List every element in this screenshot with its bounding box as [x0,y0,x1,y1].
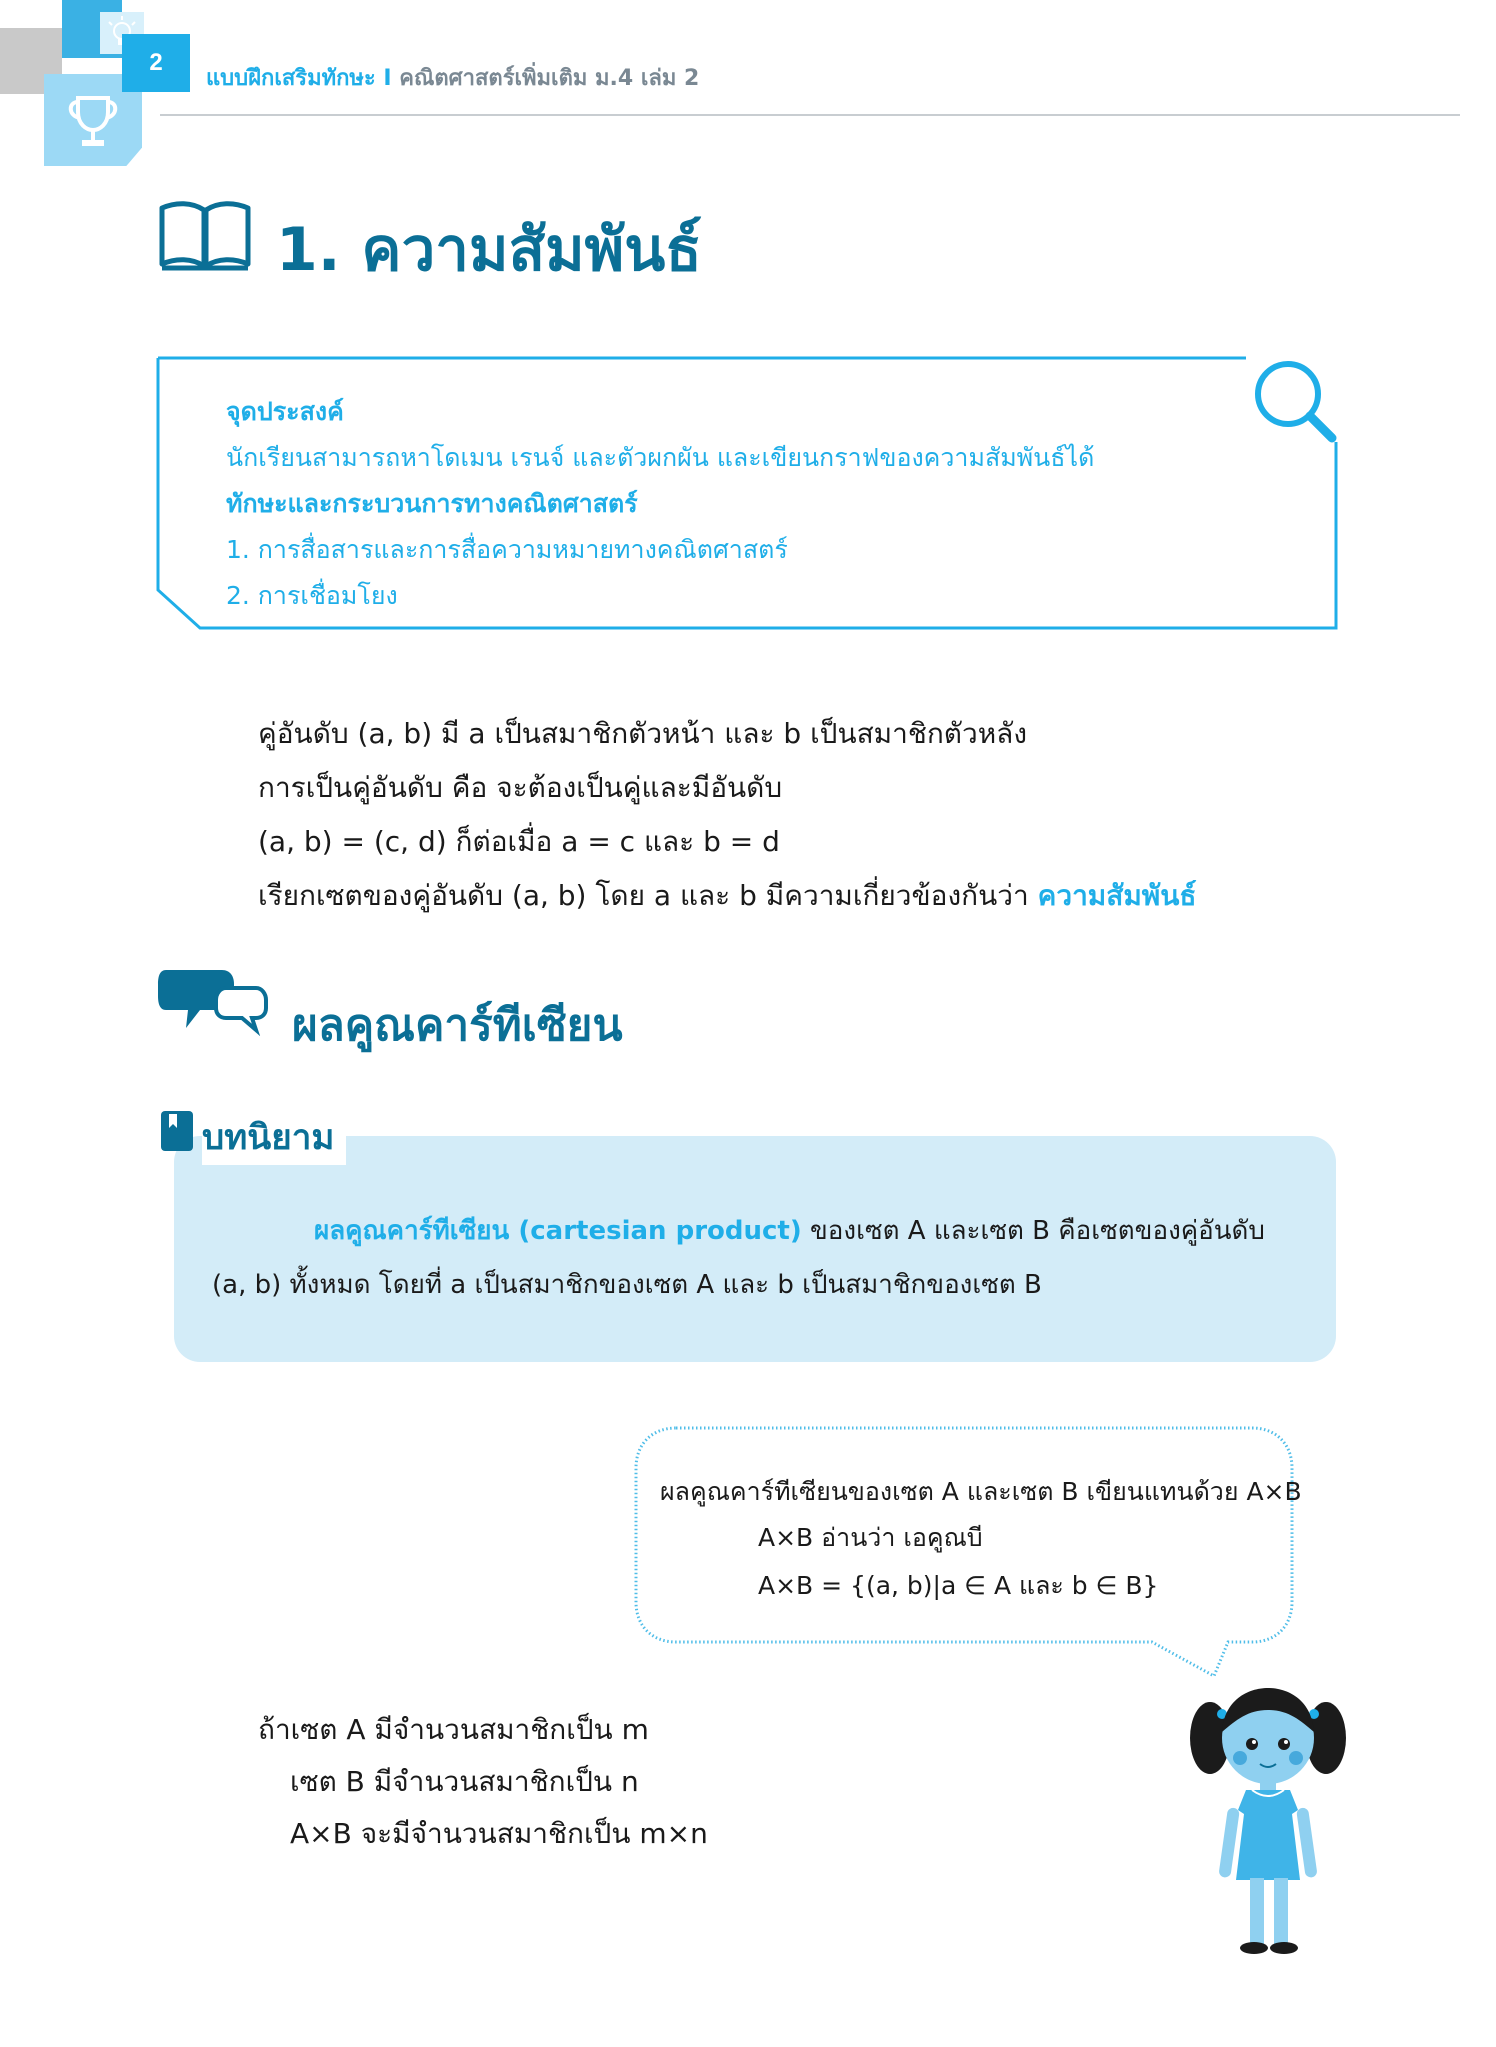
magnifier-icon [1250,356,1340,450]
bubble-line-1: ผลคูณคาร์ทีเซียนของเซต A และเซต B เขียนแทนด้วย A×B [660,1477,1302,1506]
purpose-heading: จุดประสงค์ [226,397,344,426]
relation-term: ความสัมพันธ์ [1037,879,1197,912]
running-header [206,60,699,95]
intro-line-1: คู่อันดับ (a, b) มี a เป็นสมาชิกตัวหน้า และ b เป็นสมาชิกตัวหลัง [258,717,1028,750]
book-title: คณิตศาสตร์เพิ่มเติม ม.4 เล่ม 2 [399,66,700,91]
header-separator: I [383,66,392,91]
chapter-title: 1. ความสัมพันธ์ [276,215,702,285]
bubble-line-2: A×B อ่านว่า เอคูณบี [758,1523,983,1552]
definition-line-1 [314,1210,1265,1251]
intro-line-4 [258,874,1196,918]
definition-line-1-rest: ของเซต A และเซต B คือเซตของคู่อันดับ [810,1216,1265,1246]
intro-line-3: (a, b) = (c, d) ก็ต่อเมื่อ a = c และ b = d [258,825,780,858]
intro-line-4-prefix: เรียกเซตของคู่อันดับ (a, b) โดย a และ b มีความเกี่ยวข้องกันว่า [258,879,1029,912]
open-book-icon [156,198,254,278]
cardinality-line-2: เซต B มีจำนวนสมาชิกเป็น n [290,1765,639,1798]
definition-term: ผลคูณคาร์ทีเซียน (cartesian product) [314,1216,802,1246]
girl-illustration [1188,1680,1348,1964]
skills-heading: ทักษะและกระบวนการทางคณิตศาสตร์ [226,489,638,518]
definition-line-2: (a, b) ทั้งหมด โดยที่ a เป็นสมาชิกของเซต A และ b เป็นสมาชิกของเซต B [212,1270,1042,1300]
definition-label: บทนิยาม [202,1110,346,1165]
purpose-text: นักเรียนสามารถหาโดเมน เรนจ์ และตัวผกผัน และเขียนกราฟของความสัมพันธ์ได้ [226,443,1095,472]
skill-item: 1. การสื่อสารและการสื่อความหมายทางคณิตศาสตร์ [226,535,788,564]
section-title: ผลคูณคาร์ทีเซียน [292,1000,623,1051]
book-series: แบบฝึกเสริมทักษะ [206,66,376,91]
speech-bubbles-icon [156,966,268,1040]
cardinality-line-1: ถ้าเซต A มีจำนวนสมาชิกเป็น m [258,1713,649,1746]
intro-line-2: การเป็นคู่อันดับ คือ จะต้องเป็นคู่และมีอันดับ [258,771,783,804]
cardinality-line-3: A×B จะมีจำนวนสมาชิกเป็น m×n [290,1817,708,1850]
bookmark-icon [160,1110,194,1156]
page-number: 2 [149,49,163,76]
bubble-line-3: A×B = {(a, b)|a ∈ A และ b ∈ B} [758,1571,1159,1600]
header-rule [160,114,1460,116]
skill-item: 2. การเชื่อมโยง [226,581,398,610]
